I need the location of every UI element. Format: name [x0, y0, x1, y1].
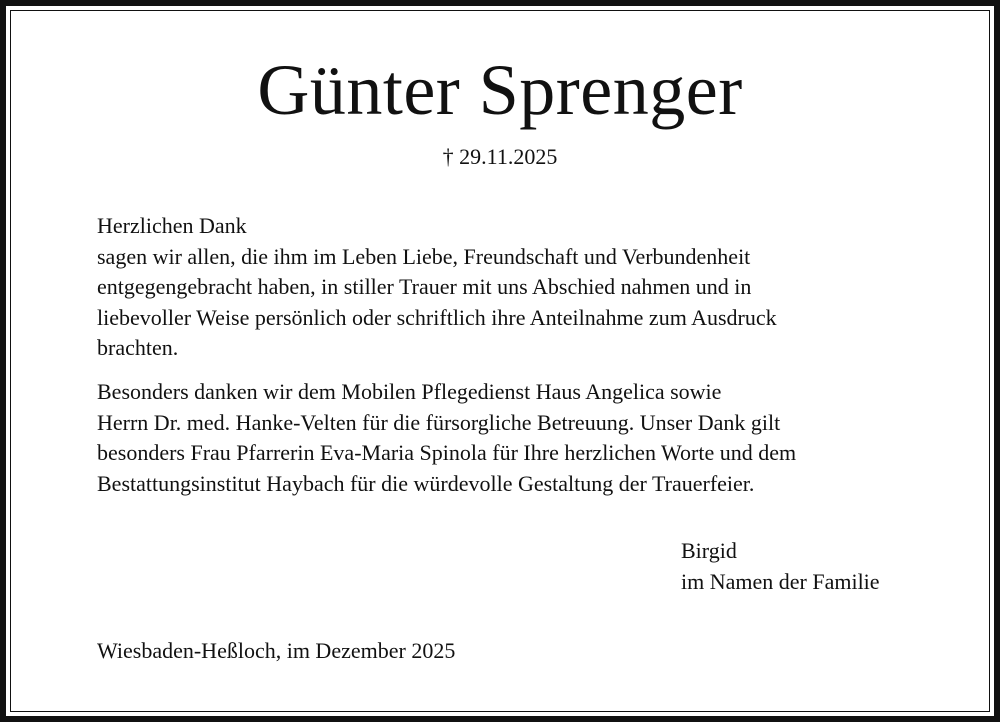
thanks-paragraph [97, 211, 917, 364]
text-line: brachten. [97, 335, 179, 360]
text-line: besonders Frau Pfarrerin Eva-Maria Spinola für Ihre herzlichen Worte und dem [97, 440, 797, 465]
place-and-date: Wiesbaden-Heßloch, im Dezember 2025 [97, 638, 456, 663]
text-line: entgegengebracht haben, in stiller Trauer mit uns Abschied nahmen und in [97, 274, 752, 299]
signature-note: im Namen der Familie [681, 569, 880, 594]
text-line: Bestattungsinstitut Haybach für die würdevolle Gestaltung der Trauerfeier. [97, 470, 755, 496]
text-line: Herrn Dr. med. Hanke-Velten für die fürsorgliche Betreuung. Unser Dank gilt [97, 409, 781, 435]
text-line: liebevoller Weise persönlich oder schriftlich ihre Anteilnahme zum Ausdruck [97, 304, 777, 330]
special-thanks-paragraph [97, 377, 917, 499]
text-line: sagen wir allen, die ihm im Leben Liebe, Freundschaft und Verbundenheit [97, 243, 751, 269]
text-line: Herzlichen Dank [97, 213, 247, 238]
deceased-name: Günter Sprenger [257, 50, 743, 130]
text-line: Besonders danken wir dem Mobilen Pflegedienst Haus Angelica sowie [97, 379, 722, 404]
signature-name: Birgid [681, 538, 737, 563]
death-date: † 29.11.2025 [442, 144, 558, 169]
signature-block [681, 535, 880, 597]
